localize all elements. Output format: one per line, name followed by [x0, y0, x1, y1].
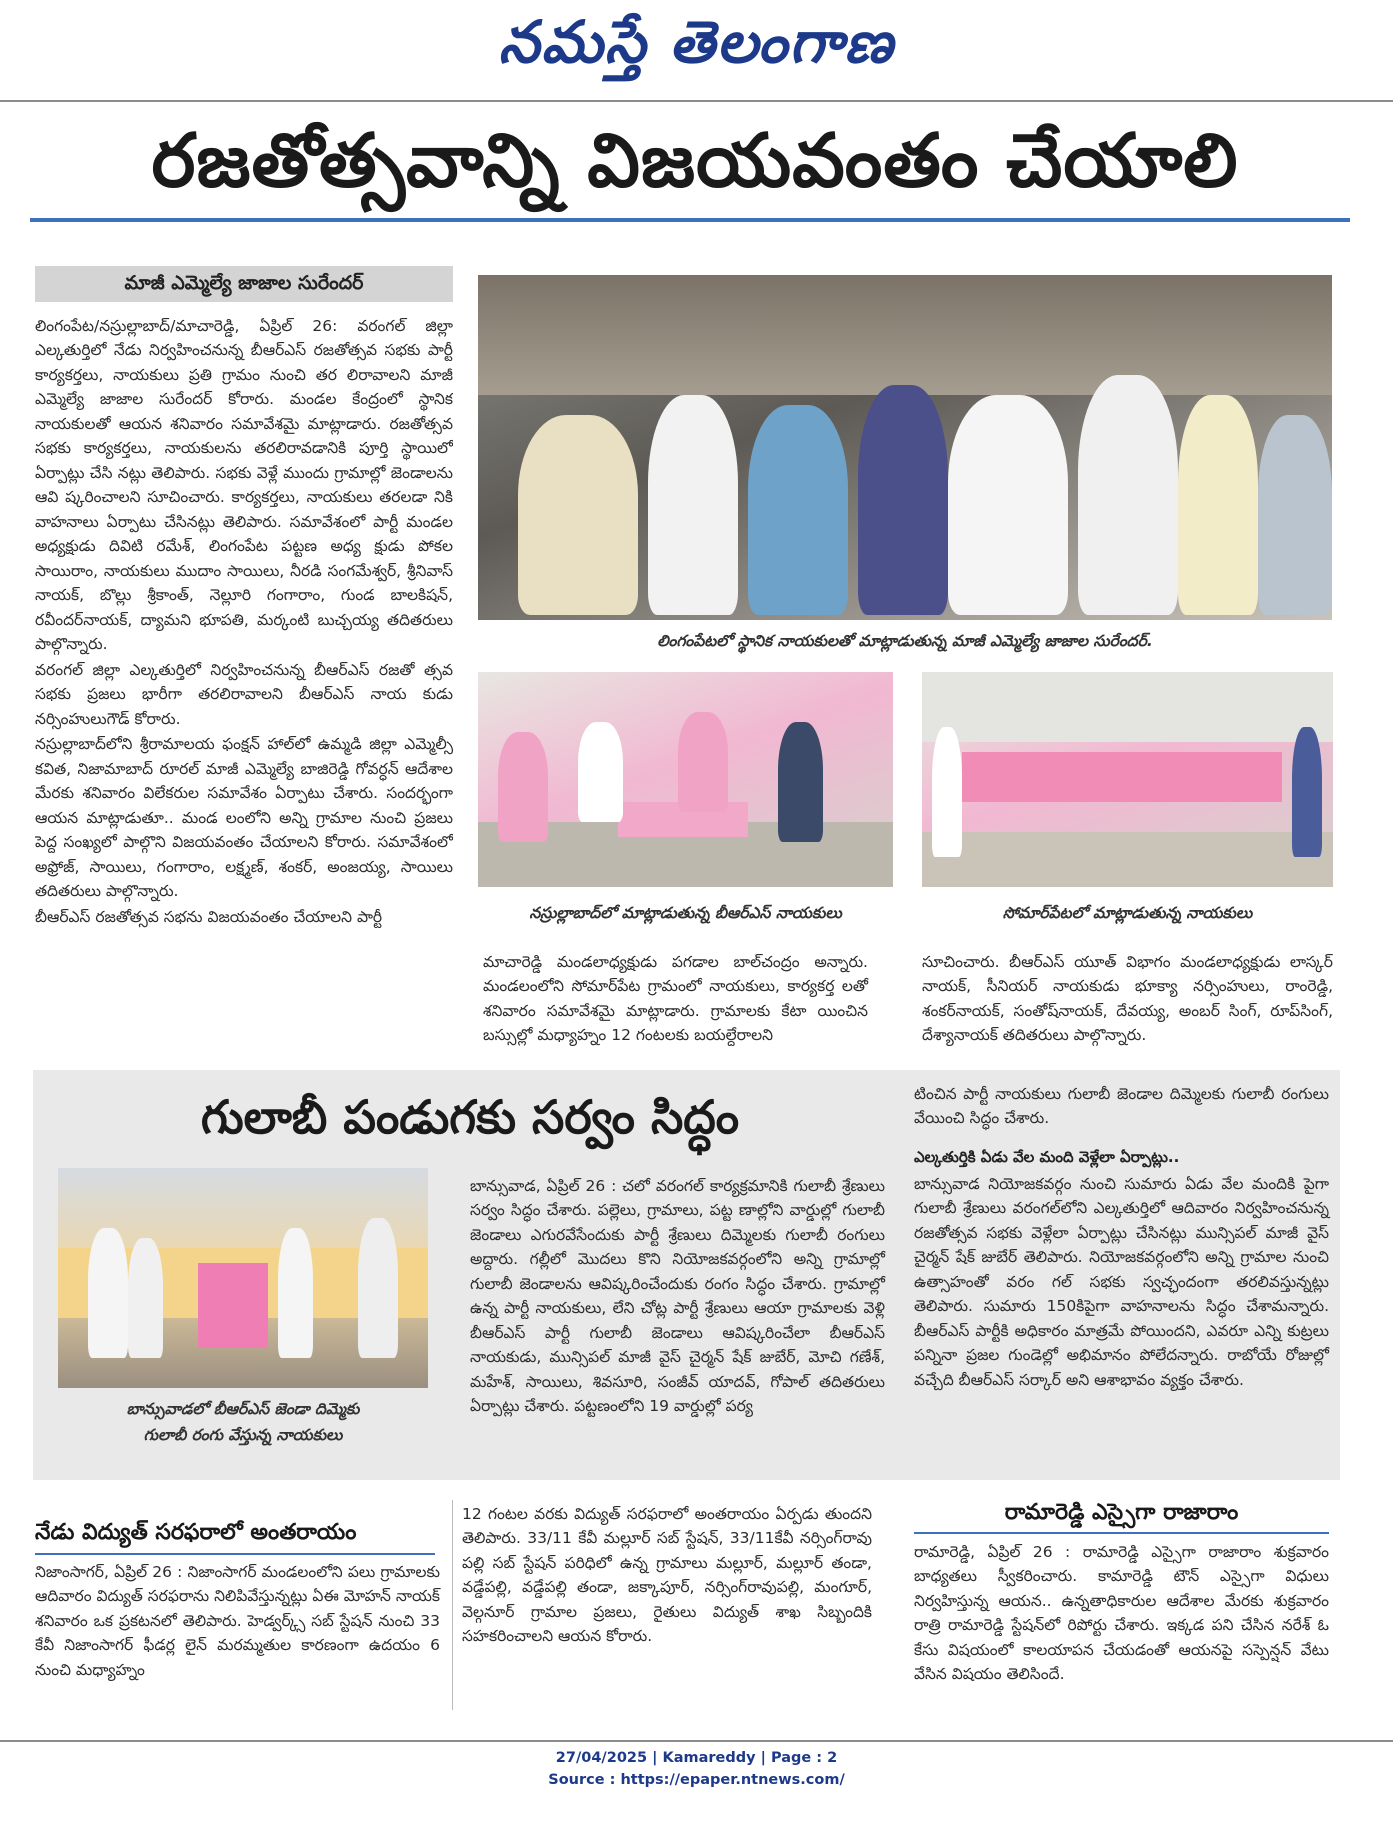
story2-column-2: బాన్సువాడ నియోజకవర్గం నుంచి సుమారు ఏడు వేల మందికి పైగా గులాబీ శ్రేణులు వరంగల్‌లోని ఎల్కతుర్తిలో ఆదివారం నిర్వహించనున్న రజతోత్సవ సభకు వెళ్లేలా ఏర్పాట్లు చేసినట్లు మున్సిపల్ మాజీ వైస్ చైర్మన్ షేక్ జుబేర్ తెలిపారు. నియోజకవర్గంలోని అన్ని గ్రామాల నుంచి ఉత్సాహంతో వరం గల్ సభకు స్వచ్ఛందంగా తరలివస్తున్నట్లు తెలిపారు. సుమారు 150కిపైగా వాహనాలను సిద్ధం చేశామన్నారు. బీఆర్ఎస్ పార్టీకి అధికారం మాత్రమే పోయిందని, ఎవరూ ఎన్ని కుట్రలు పన్నినా ప్రజల గుండెల్లో అభిమానం పోలేదన్నారు. రాబోయే రోజుల్లో వచ్చేది బీఆర్ఎస్ సర్కార్ అని ఆశాభావం వ్యక్తం చేశారు. — [914, 1175, 1329, 1389]
story3-column-1: నిజాంసాగర్, ఏప్రిల్ 26 : నిజాంసాగర్ మండలంలోని పలు గ్రామాలకు ఆదివారం విద్యుత్ సరఫరాను నిలిపివేస్తున్నట్లు ఏఈ మోహన్ నాయక్ శనివారం ఒక ప్రకటనలో తెలిపారు. హెడ్వర్క్స్ సబ్ స్టేషన్ నుంచి 33 కేవీ నిజాంసాగర్ ఫీడర్ల లైన్ మరమ్మతుల కారణంగా ఉదయం 6 నుంచి మధ్యాహ్నం — [35, 1563, 440, 1679]
story1-headline-rule — [30, 218, 1350, 222]
story1-subhead: మాజీ ఎమ్మెల్యే జాజాల సురేందర్ — [124, 272, 364, 294]
photo-nasrullabad-caption: నస్రుల్లాబాద్‌లో మాట్లాడుతున్న బీఆర్ఎస్ నాయకులు — [529, 904, 842, 922]
photo-lingampet-meeting — [478, 275, 1332, 620]
story1-para-2: వరంగల్ జిల్లా ఎల్కతుర్తిలో నిర్వహించనున్న బీఆర్ఎస్ రజతో త్సవ సభకు ప్రజలు భారీగా తరలిరావాలని బీఆర్ఎస్ నాయ కుడు నర్సింహులుగౌడ్ కోరారు. — [35, 660, 453, 728]
story1-para-3: నస్రుల్లాబాద్‌లోని శ్రీరామాలయ ఫంక్షన్ హాల్‌లో ఉమ్మడి జిల్లా ఎమ్మెల్సీ కవిత, నిజామాబాద్ రూరల్ మాజీ ఎమ్మెల్యే బాజిరెడ్డి గోవర్ధన్ ఆదేశాల మేరకు శనివారం విలేకరుల సమావేశం ఏర్పాటు చేశారు. సందర్భంగా ఆయన మాట్లాడుతూ.. మండ లంలోని అన్ని గ్రామాల నుంచి ప్రజలు పెద్ద సంఖ్యలో పాల్గొని విజయవంతం చేయాలని కోరారు. సమావేశంలో అఫ్రోజ్, సాయిలు, గంగారాం, లక్ష్మణ్, శంకర్, అంజయ్య, సాయిలు తదితరులు పాల్గొన్నారు. — [35, 735, 453, 901]
footer-date-edition-page: 27/04/2025 | Kamareddy | Page : 2 — [555, 1750, 838, 1766]
story4-body: రామారెడ్డి, ఏప్రిల్ 26 : రామారెడ్డి ఎస్సైగా రాజారాం శుక్రవారం బాధ్యతలు స్వీకరించారు. కామారెడ్డి టౌన్ ఎస్సైగా విధులు నిర్వహిస్తున్న ఆయన.. ఉన్నతాధికారుల ఆదేశాల మేరకు శుక్రవారం రాత్రి రామారెడ్డి స్టేషన్‌లో రిపోర్టు చేశారు. ఇక్కడ పని చేసిన నరేశ్ ఓ కేసు విషయంలో కాలయాపన చేయడంతో ఆయనపై సస్పెన్షన్ వేటు వేసిన విషయం తెలిసిందే. — [914, 1543, 1329, 1684]
photo-banswada-caption-line-2: గులాబీ రంగు వేస్తున్న నాయకులు — [143, 1426, 343, 1444]
photo-banswada-flag-pedestal — [58, 1168, 428, 1388]
photo-main-caption: లింగంపేటలో స్థానిక నాయకులతో మాట్లాడుతున్న మాజీ ఎమ్మెల్యే జాజాల సురేందర్. — [657, 632, 1153, 650]
footer-rule — [0, 1740, 1393, 1742]
story1-column-1 — [35, 314, 453, 1054]
photo-somarpet — [922, 672, 1333, 887]
story3-headline: నేడు విద్యుత్ సరఫరాలో అంతరాయం — [35, 1520, 357, 1545]
story2-column-2-top: టించిన పార్టీ నాయకులు గులాబీ జెండాల దిమ్మెలకు గులాబీ రంగులు వేయించి సిద్ధం చేశారు. — [914, 1085, 1329, 1128]
story2-headline: గులాబీ పండుగకు సర్వం సిద్ధం — [200, 1090, 740, 1144]
story1-headline: రజతోత్సవాన్ని విజయవంతం చేయాలి — [151, 118, 1239, 204]
photo-somarpet-caption: సోమార్‌పేటలో మాట్లాడుతున్న నాయకులు — [1002, 904, 1253, 922]
story3-headline-rule — [35, 1553, 435, 1555]
story2-subheading: ఎల్కతుర్తికి ఏడు వేల మంది వెళ్లేలా ఏర్పాట్లు.. — [914, 1148, 1180, 1166]
footer — [0, 1748, 1393, 1792]
story1-para-1: లింగంపేట/నస్రుల్లాబాద్/మాచారెడ్డి, ఏప్రిల్ 26: వరంగల్ జిల్లా ఎల్కతుర్తిలో నేడు నిర్వహించనున్న బీఆర్ఎస్ రజతోత్సవ సభకు పార్టీ కార్యకర్తలు, నాయకులు ప్రతి గ్రామం నుంచి తర లిరావాలని మాజీ ఎమ్మెల్యే జాజాల సురేందర్ కోరారు. మండల కేంద్రంలో స్థానిక నాయకులతో ఆయన శనివారం సమావేశమై మాట్లాడారు. రజతోత్సవ సభకు కార్యకర్తలు, నాయకులను తరలిరావడానికి పూర్తి స్థాయిలో ఏర్పాట్లు చేసి నట్లు తెలిపారు. సభకు వెళ్లే ముందు గ్రామాల్లో జెండాలను ఆవి ష్కరించాలని సూచించారు. కార్యకర్తలు, నాయకులు తరలడా నికి వాహనాలు ఏర్పాటు చేసినట్లు తెలిపారు. సమావేశంలో పార్టీ మండల అధ్యక్షుడు దివిటి రమేశ్, లింగంపేట పట్టణ అధ్య క్షుడు పోకల సాయిరాం, నాయకులు ముదాం సాయిలు, నీరడి సంగమేశ్వర్, శ్రీనివాస్ నాయక్, బొల్లు శ్రీకాంత్, నెల్లూరి గంగారాం, గుండ బాలకిషన్, రవీందర్‌నాయక్, ద్యామని భూపతి, మర్కంటి బుచ్చయ్య తదితరులు పాల్గొన్నారు. — [35, 317, 453, 654]
story1-column-3: సూచించారు. బీఆర్ఎస్ యూత్ విభాగం మండలాధ్యక్షుడు లాస్కర్ నాయక్, సీనియర్ నాయకుడు భూక్యా నర్సింహులు, రాంరెడ్డి, శంకర్‌నాయక్, సంతోష్‌నాయక్, దేవయ్య, అంబర్ సింగ్, రూప్‌సింగ్, దేశ్యానాయక్ తదితరులు పాల్గొన్నారు. — [922, 953, 1333, 1045]
story4-headline: రామారెడ్డి ఎస్సైగా రాజారాం — [1004, 1500, 1239, 1525]
story2-column-1: బాన్సువాడ, ఏప్రిల్ 26 : చలో వరంగల్ కార్యక్రమానికి గులాబీ శ్రేణులు సర్వం సిద్ధం చేశారు. పల్లెలు, గ్రామాలు, పట్ట ణాల్లోని వార్డుల్లో గులాబీ జెండాలు ఎగురవేసేందుకు పార్టీ శ్రేణులు దిమ్మెలకు గులాబీ రంగులు అద్దారు. గల్లీలో మొదలు కొని నియోజకవర్గంలోని అన్ని గ్రామాల్లో గులాబీ జెండాలను ఆవిష్కరించేందుకు రంగం సిద్ధం చేశారు. గ్రామాల్లో ఉన్న పార్టీ నాయకులు, లేని చోట్ల పార్టీ శ్రేణులు ఆయా గ్రామాలకు వెళ్లి బీఆర్ఎస్ పార్టీ గులాబీ జెండాలు ఆవిష్కరించేలా బీఆర్ఎస్ నాయకుడు, మున్సిపల్ మాజీ వైస్ చైర్మన్ షేక్ జుబేర్, మోచి గణేశ్, మహేశ్, సాయిలు, శివసూరి, సంజీవ్ యాదవ్, గోపాల్ తదితరులు ఏర్పాట్లు చేశారు. పట్టణంలోని 19 వార్డుల్లో పర్య — [470, 1177, 885, 1416]
masthead: నమస్తే తెలంగాణ — [498, 8, 895, 76]
story1-para-4: బీఆర్ఎస్ రజతోత్సవ సభను విజయవంతం చేయాలని పార్టీ — [35, 907, 383, 926]
column-separator — [452, 1500, 453, 1710]
story1-column-2: మాచారెడ్డి మండలాధ్యక్షుడు పగడాల బాల్‌చంద్రం అన్నారు. మండలంలోని సోమార్‌పేట గ్రామంలో నాయకులు, కార్యకర్త లతో శనివారం సమావేశమై మాట్లాడారు. గ్రామాలకు కేటా యించిన బస్సుల్లో మధ్యాహ్నం 12 గంటలకు బయల్దేరాలని — [483, 953, 868, 1045]
story3-column-2: 12 గంటల వరకు విద్యుత్ సరఫరాలో అంతరాయం ఏర్పడు తుందని తెలిపారు. 33/11 కేవీ మల్లూర్ సబ్ స్టేషన్, 33/11కేవీ నర్సింగ్‌రావు పల్లి సబ్ స్టేషన్ పరిధిలో ఉన్న గ్రామాలు మల్లూర్, మల్లూర్ తండా, వడ్డేపల్లి, వడ్డేపల్లి తండా, జక్కాపూర్, నర్సింగ్‌రావుపల్లి, మంగూర్, వెల్గనూర్ గ్రామాల ప్రజలు, రైతులు విద్యుత్ శాఖ సిబ్బందికి సహకరించాలని ఆయన కోరారు. — [462, 1505, 872, 1646]
footer-source-link[interactable]: Source : https://epaper.ntnews.com/ — [548, 1771, 845, 1788]
story4-headline-rule — [914, 1532, 1329, 1534]
photo-nasrullabad — [478, 672, 893, 887]
masthead-rule — [0, 100, 1393, 102]
photo-banswada-caption-line-1: బాన్సువాడలో బీఆర్ఎస్ జెండా దిమ్మెకు — [126, 1400, 360, 1418]
